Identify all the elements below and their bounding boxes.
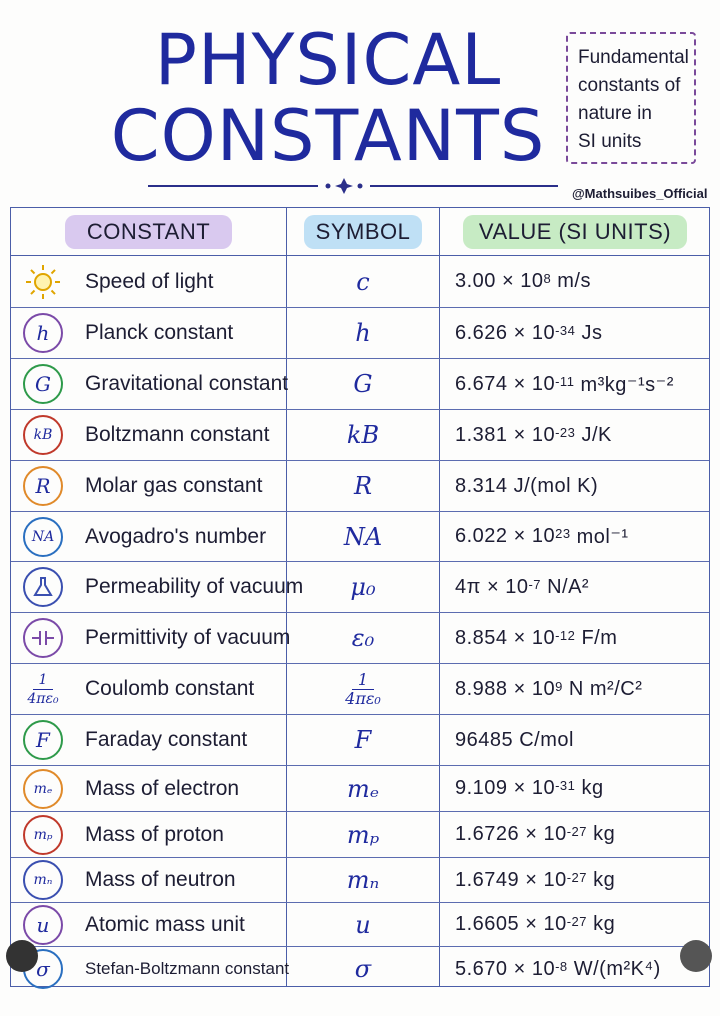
planck-badge-icon: h xyxy=(23,313,63,353)
proton-badge-icon: mₚ xyxy=(23,815,63,855)
value-unit: mol⁻¹ xyxy=(576,526,629,548)
constant-value xyxy=(455,715,707,765)
constant-symbol: mₑ xyxy=(346,774,380,803)
value-exponent: -27 xyxy=(566,869,588,885)
fraction-denominator: 4πε₀ xyxy=(27,690,59,707)
value-mantissa: 3.00 × 10 xyxy=(455,270,544,292)
value-unit: J/(mol K) xyxy=(513,474,599,497)
page-title xyxy=(98,19,558,177)
constant-symbol: F xyxy=(354,726,372,754)
value-mantissa: 5.670 × 10 xyxy=(455,957,556,980)
subtitle-note xyxy=(566,32,696,164)
constant-name: Molar gas constant xyxy=(85,474,263,497)
note-line: constants of xyxy=(578,75,681,96)
row-icon xyxy=(11,359,75,409)
value-mantissa: 1.381 × 10 xyxy=(455,423,556,446)
value-exponent: 8 xyxy=(543,271,552,286)
fraction-numerator: 1 xyxy=(352,671,374,690)
value-mantissa: 1.6749 × 10 xyxy=(455,868,567,891)
electron-badge-icon: mₑ xyxy=(23,769,63,809)
constant-value xyxy=(455,858,707,902)
table-row xyxy=(11,308,709,359)
neutron-badge-icon: mₙ xyxy=(23,860,63,900)
constant-name: Planck constant xyxy=(85,321,234,344)
row-icon xyxy=(11,715,75,765)
row-icon xyxy=(11,512,75,561)
row-icon xyxy=(11,461,75,511)
value-exponent: -34 xyxy=(555,322,576,338)
table-row xyxy=(11,512,709,562)
value-exponent: -12 xyxy=(555,627,576,643)
constant-symbol: σ xyxy=(354,955,372,983)
value-exponent: 23 xyxy=(555,526,571,541)
table-row xyxy=(11,903,709,947)
value-unit: J/K xyxy=(581,423,612,446)
constant-name: Mass of electron xyxy=(85,776,240,800)
divider-ornament xyxy=(148,178,558,194)
value-exponent: -8 xyxy=(555,958,568,974)
fraction-numerator: 1 xyxy=(33,671,54,690)
amu-badge-icon: u xyxy=(23,905,63,945)
value-unit: C/mol xyxy=(519,728,574,751)
header-constant: CONSTANT xyxy=(65,215,232,249)
value-mantissa: 96485 xyxy=(455,728,514,751)
row-icon xyxy=(11,858,75,902)
note-line: nature in xyxy=(578,103,652,124)
constant-symbol: mₚ xyxy=(346,820,380,849)
table-row xyxy=(11,256,709,308)
value-mantissa: 8.854 × 10 xyxy=(455,626,556,649)
value-mantissa: 1.6726 × 10 xyxy=(455,823,567,845)
constant-symbol: c xyxy=(356,267,370,296)
header-value: VALUE (SI UNITS) xyxy=(463,215,687,249)
gravity-badge-icon: G xyxy=(23,364,63,404)
value-mantissa: 9.109 × 10 xyxy=(455,777,556,799)
row-icon xyxy=(11,308,75,358)
constant-symbol: u xyxy=(355,910,371,939)
value-mantissa: 8.314 xyxy=(455,474,508,497)
value-unit: kg xyxy=(593,868,616,891)
flask-icon xyxy=(11,562,75,612)
constant-value xyxy=(455,461,707,511)
value-mantissa: 1.6605 × 10 xyxy=(455,913,567,935)
value-unit: N m²/C² xyxy=(568,677,643,700)
constant-symbol: ε₀ xyxy=(351,624,375,652)
stefan-badge-icon: σ xyxy=(23,949,63,989)
constants-table xyxy=(10,207,710,987)
table-row xyxy=(11,359,709,410)
mute-icon[interactable] xyxy=(680,940,712,972)
title-line-2: CONSTANTS xyxy=(110,95,546,177)
capacitor-icon xyxy=(11,613,75,663)
constant-value xyxy=(455,903,707,946)
table-row xyxy=(11,766,709,812)
constant-symbol xyxy=(287,664,439,714)
constant-name: Permittivity of vacuum xyxy=(85,626,291,649)
constant-name: Coulomb constant xyxy=(85,677,255,700)
constant-name: Mass of proton xyxy=(85,822,224,846)
sun-icon xyxy=(11,256,75,307)
constant-symbol: G xyxy=(353,370,373,398)
value-unit: m³kg⁻¹s⁻² xyxy=(580,373,674,396)
author-handle: @Mathsuibes_Official xyxy=(572,186,708,201)
constant-value xyxy=(455,256,707,307)
constant-name: Faraday constant xyxy=(85,728,248,751)
value-exponent: -11 xyxy=(555,373,575,389)
constant-symbol: R xyxy=(353,472,373,500)
constant-value xyxy=(455,562,707,612)
table-row xyxy=(11,947,709,991)
table-row xyxy=(11,461,709,512)
boltzmann-badge-icon: kB xyxy=(23,415,63,455)
note-line: Fundamental xyxy=(578,47,689,68)
table-row xyxy=(11,562,709,613)
constant-symbol: kB xyxy=(346,421,380,449)
table-header-row xyxy=(11,208,709,256)
avogadro-badge-icon: NA xyxy=(23,517,63,557)
constant-symbol: mₙ xyxy=(346,866,380,894)
faraday-badge-icon: F xyxy=(23,720,63,760)
note-line: SI units xyxy=(578,131,642,152)
table-row xyxy=(11,858,709,903)
constant-value xyxy=(455,947,707,991)
avatar-icon[interactable] xyxy=(6,940,38,972)
value-exponent: -7 xyxy=(528,576,542,592)
gas-badge-icon: R xyxy=(23,466,63,506)
constant-value xyxy=(455,308,707,358)
title-line-1: PHYSICAL xyxy=(154,19,502,101)
table-row xyxy=(11,715,709,766)
value-exponent: -23 xyxy=(555,424,576,440)
constant-name: Gravitational constant xyxy=(85,372,289,395)
constant-name: Speed of light xyxy=(85,269,214,293)
constant-name: Atomic mass unit xyxy=(85,912,245,936)
value-exponent: -27 xyxy=(566,914,588,929)
row-icon xyxy=(11,766,75,811)
constant-value xyxy=(455,410,707,460)
value-unit: N/A² xyxy=(547,575,590,598)
constant-name: Avogadro's number xyxy=(85,524,267,548)
value-unit: W/(m²K⁴) xyxy=(573,957,661,980)
value-unit: kg xyxy=(581,777,604,799)
constant-value xyxy=(455,812,707,857)
table-row xyxy=(11,410,709,461)
value-exponent: -27 xyxy=(566,824,588,839)
value-mantissa: 6.022 × 10 xyxy=(455,525,556,547)
constant-symbol: NA xyxy=(343,522,383,551)
row-icon xyxy=(11,812,75,857)
table-row xyxy=(11,812,709,858)
table-row xyxy=(11,664,709,715)
constant-name: Mass of neutron xyxy=(85,868,236,891)
constant-value xyxy=(455,512,707,561)
row-icon xyxy=(11,410,75,460)
constant-name: Permeability of vacuum xyxy=(85,575,304,598)
constant-value xyxy=(455,664,707,714)
constant-name: Stefan-Boltzmann constant xyxy=(85,959,290,978)
constant-value xyxy=(455,766,707,811)
value-exponent: 9 xyxy=(555,678,563,694)
header-symbol: SYMBOL xyxy=(304,215,423,249)
value-mantissa: 6.626 × 10 xyxy=(455,321,556,344)
constant-name: Boltzmann constant xyxy=(85,423,270,446)
constant-symbol: h xyxy=(355,319,371,347)
value-mantissa: 6.674 × 10 xyxy=(455,372,556,395)
constant-value xyxy=(455,613,707,663)
value-unit: F/m xyxy=(581,626,618,649)
value-mantissa: 4π × 10 xyxy=(455,575,529,598)
constant-symbol: μ₀ xyxy=(350,573,376,601)
fraction-denominator: 4πε₀ xyxy=(345,688,381,708)
constant-value xyxy=(455,359,707,409)
value-unit: kg xyxy=(593,823,616,845)
value-mantissa: 8.988 × 10 xyxy=(455,677,556,700)
value-unit: kg xyxy=(593,913,616,935)
coulomb-fraction-icon xyxy=(11,664,75,714)
value-unit: m/s xyxy=(557,270,591,292)
value-exponent: -31 xyxy=(555,778,576,793)
table-row xyxy=(11,613,709,664)
value-unit: Js xyxy=(581,321,603,344)
